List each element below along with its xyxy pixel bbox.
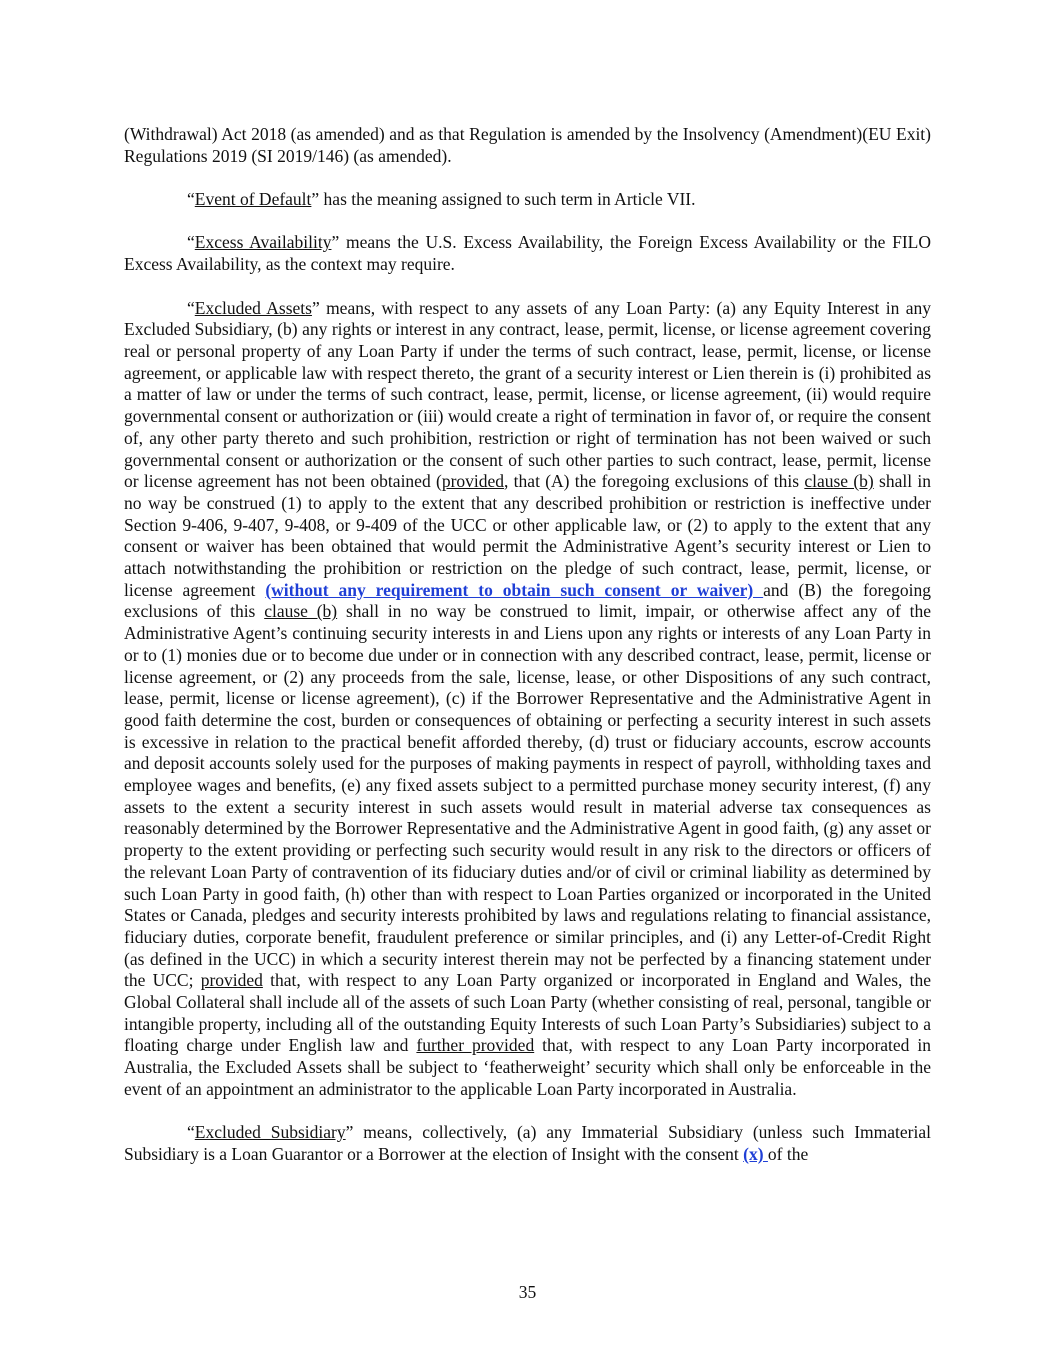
open-quote: “ [187, 1122, 195, 1143]
clause-reference: clause (b) [264, 601, 338, 622]
inserted-revision-text: (without any requirement to obtain such consent or waiver) [265, 579, 764, 600]
defined-term-event-of-default: Event of Default [194, 189, 312, 210]
further-provided-term: further provided [416, 1035, 535, 1056]
definition-text: and (B) the foregoing exclusions of this [124, 579, 931, 622]
definition-text: ” means, with respect to any assets of any Loan Party: (a) any Equity Interest in any Excluded Subsidiary, (b) any rights or interest in any contract, lease, permit, license, or license agreement covering real or personal property of any Loan Party if under the terms of such contract, lease, permit, license, or license agreement, or applicable law with respect thereto, the grant of a security interest or Lien therein is (i) prohibited as a matter of law or under the terms of such contract, lease, permit, license, or license agreement, (ii) would require governmental consent or authorization or (iii) would create a right of termination in favor of, or require the consent of, any other party thereto and such prohibition, restriction or right of termination has not been waived or such governmental consent or authorization or the consent of such other parties to such contract, lease, permit, license or license agreement has not been obtained ( [124, 297, 931, 492]
clause-reference: clause (b) [804, 471, 874, 492]
open-quote: “ [187, 189, 195, 210]
definition-text: ” means, collectively, (a) any Immaterial Subsidiary (unless such Immaterial Subsidiary is a Loan Guarantor or a Borrower at the election of Insight with the consent [124, 1122, 932, 1164]
definition-text: shall in no way be construed (1) to apply to the extent that any described prohibition or restriction is ineffective under Section 9-406, 9-407, 9-408, or 9-409 of the UCC or other applicable law, or (2) to apply to the extent that any consent or waiver has been obtained that would permit the Administrative Agent’s security interest or Lien to attach notwithstanding the prohibition or restriction on the pledge of such contract, lease, permit, license, or license agreement [124, 471, 931, 600]
provided-term: provided [200, 970, 263, 991]
document-body [124, 124, 931, 1166]
paragraph-text: (Withdrawal) Act 2018 (as amended) and as that Regulation is amended by the Insolvency (Amendment)(EU Exit) Regulations 2019 (SI 2019/146) (as amended). [124, 124, 931, 166]
definition-excess-availability [124, 232, 931, 275]
definition-text: ” has the meaning assigned to such term in Article VII. [311, 189, 696, 210]
definition-excluded-subsidiary [124, 1122, 931, 1165]
paragraph-withdrawal-act [124, 124, 931, 167]
definition-text: ” means the U.S. Excess Availability, the Foreign Excess Availability or the FILO Excess Availability, as the context may require. [124, 232, 931, 275]
provided-term: provided [441, 471, 505, 492]
definition-text: shall in no way be construed to limit, impair, or otherwise affect any of the Administrative Agent’s continuing security interests in and Liens upon any rights or interests of any Loan Party in or to (1) monies due or to become due under or in connection with any described contract, lease, permit, license or license agreement, or (2) any proceeds from the sale, license, lease, or other Dispositions of any such contract, lease, permit, license or license agreement), (c) if the Borrower Representative and the Administrative Agent in good faith determine the cost, burden or consequences of obtaining or perfecting a security interest in such assets is excessive in relation to the practical benefit afforded thereby, (d) trust or fiduciary accounts, escrow accounts and deposit accounts solely used for the purposes of making payments in respect of payroll, withholding taxes and employee wages and benefits, (e) any fixed assets subject to a permitted purchase money security interest, (f) any assets to the extent a security interest in such assets would result in material adverse tax consequences as reasonably determined by the Borrower Representative and the Administrative Agent in good faith, (g) any asset or property to the extent providing or perfecting such security would result in any risk to the directors or officers of the relevant Loan Party of contravention of its fiduciary duties and/or of civil or criminal liability as determined by such Loan Party in good faith, (h) other than with respect to Loan Parties organized or incorporated in the United States or Canada, pledges and security interests prohibited by laws and regulations relating to financial assistance, fiduciary duties, corporate benefit, fraudulent preference or similar principles, and (i) any Letter-of-Credit Right (as defined in the UCC) in which a security interest therein may not be perfected by a financing statement under the UCC; [124, 601, 931, 991]
definition-text: of the [767, 1143, 809, 1164]
defined-term-excluded-subsidiary: Excluded Subsidiary [194, 1122, 346, 1143]
definition-text: that, with respect to any Loan Party incorporated in Australia, the Excluded Assets shall be subject to ‘featherweight’ security which shall only be enforceable in the event of an appointment an administrator to the applicable Loan Party incorporated in Australia. [124, 1035, 931, 1099]
inserted-revision-text: (x) [743, 1143, 768, 1164]
open-quote: “ [187, 232, 195, 253]
definition-event-of-default [124, 189, 931, 211]
definition-text: , that (A) the foregoing exclusions of this [504, 471, 805, 492]
definition-text: that, with respect to any Loan Party organized or incorporated in England and Wales, the Global Collateral shall include all of the assets of such Loan Party (whether consisting of real, personal, tangible or intangible property, including all of the outstanding Equity Interests of such Loan Party’s Subsidiaries) subject to a floating charge under English law and [124, 970, 931, 1056]
defined-term-excluded-assets: Excluded Assets [194, 297, 312, 318]
page-number: 35 [518, 1282, 537, 1302]
open-quote: “ [187, 297, 195, 318]
definition-excluded-assets [124, 298, 931, 1101]
defined-term-excess-availability: Excess Availability [194, 232, 332, 253]
